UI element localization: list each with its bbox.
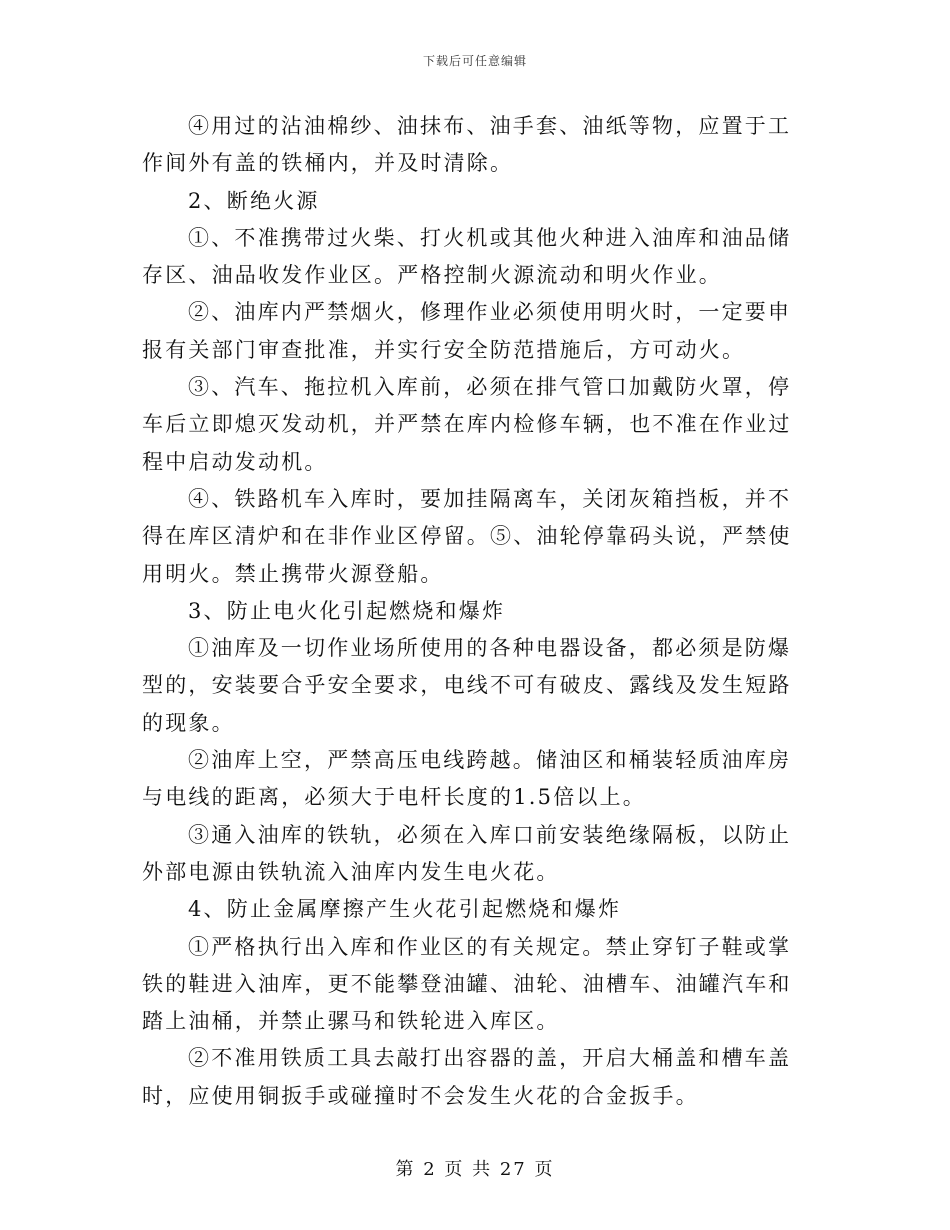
paragraph-no-smoking-open-flame: ②、油库内严禁烟火，修理作业必须使用明火时，一定要申报有关部门审查批准，并实行安全防范措施后，方可动火。 [142, 300, 792, 362]
paragraph-locomotive-and-tanker: ④、铁路机车入库时，要加挂隔离车，关闭灰箱挡板，并不得在库区清炉和在非作业区停留。⑤、油轮停靠码头说，严禁使用明火。禁止携带火源登船。 [142, 486, 792, 586]
paragraph-item-4-oily-waste: ④用过的沾油棉纱、油抹布、油手套、油纸等物，应置于工作间外有盖的铁桶内，并及时清除。 [142, 114, 792, 176]
section-heading-metal-friction-sparks: 4、防止金属摩擦产生火花引起燃烧和爆炸 [188, 897, 622, 922]
page-number-footer: 第 2 页 共 27 页 [395, 1159, 555, 1180]
section-heading-electrical-sparks: 3、防止电火化引起燃烧和爆炸 [188, 598, 506, 623]
paragraph-explosion-proof-equipment: ①油库及一切作业场所使用的各种电器设备，都必须是防爆型的，安装要合乎安全要求，电线不可有破皮、露线及发生短路的现象。 [142, 636, 792, 735]
paragraph-no-nailed-shoes: ①严格执行出入库和作业区的有关规定。禁止穿钉子鞋或掌铁的鞋进入油库，更不能攀登油罐、油轮、油槽车、油罐汽车和踏上油桶，并禁止骡马和铁轮进入库区。 [142, 934, 792, 1034]
page-header-note: 下载后可任意编辑 [422, 54, 527, 68]
document-body [142, 108, 812, 1115]
paragraph-non-sparking-tools: ②不准用铁质工具去敲打出容器的盖，开启大桶盖和槽车盖时，应使用铜扳手或碰撞时不会发生火花的合金扳手。 [142, 1046, 792, 1108]
paragraph-no-matches-lighters: ①、不准携带过火柴、打火机或其他火种进入油库和油品储存区、油品收发作业区。严格控制火源流动和明火作业。 [142, 225, 792, 288]
paragraph-vehicle-spark-arrester: ③、汽车、拖拉机入库前，必须在排气管口加戴防火罩，停车后立即熄灭发动机，并严禁在库内检修车辆，也不准在作业过程中启动发动机。 [142, 375, 792, 474]
paragraph-rail-insulation: ③通入油库的铁轨，必须在入库口前安装绝缘隔板，以防止外部电源由铁轨流入油库内发生电火花。 [142, 822, 792, 884]
section-heading-cut-off-fire-sources: 2、断绝火源 [188, 188, 320, 213]
paragraph-high-voltage-lines: ②油库上空，严禁高压电线跨越。储油区和桶装轻质油库房与电线的距离，必须大于电杆长度的1.5倍以上。 [142, 748, 792, 810]
